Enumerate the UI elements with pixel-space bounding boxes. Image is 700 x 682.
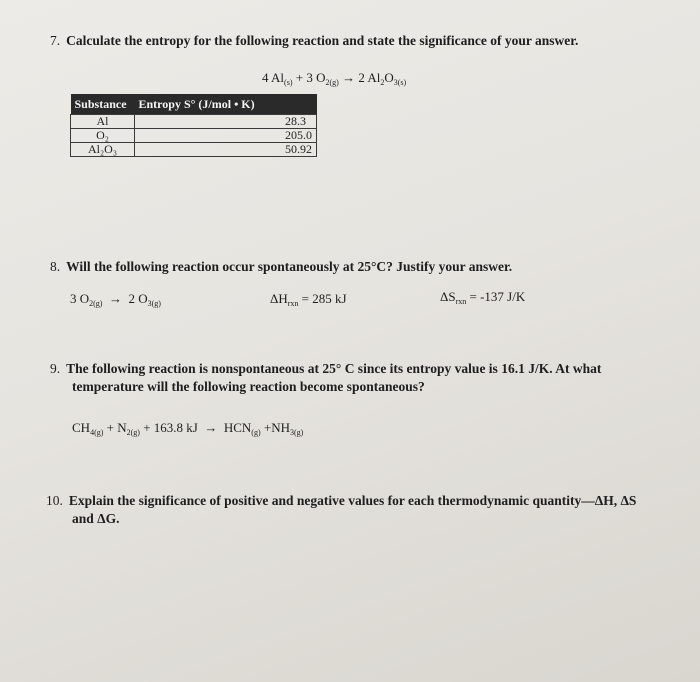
question-7-number: 7. [50,33,61,48]
question-10 [46,492,676,528]
delta-h-value [270,291,347,308]
eq9-term: + 163.8 kJ [143,420,198,435]
table-cell-entropy: 28.3 [135,115,317,129]
table-row [71,129,317,143]
question-8-number: 8. [50,259,61,274]
eq7-term: 2 Al [358,70,381,85]
table-cell-substance: Al₂O₃ [71,143,135,157]
eq7-term: O [384,70,394,85]
eq9-term: + N [106,420,127,435]
table-header-entropy: Entropy S° (J/mol • K) [135,94,317,115]
eq8-sub: 3(g) [147,299,161,308]
eq9-sub: 2(g) [126,428,140,437]
eq8-term: 3 O [70,291,90,306]
table-row [71,143,317,157]
question-9-equation [72,420,303,437]
eq9-sub: (g) [251,428,261,437]
question-10-line-1 [46,492,676,510]
delta-s-sub: rxn [455,297,467,306]
question-10-number: 10. [46,493,63,508]
delta-s-number: = -137 J/K [469,289,526,304]
question-9-line-1 [50,360,670,378]
question-8 [50,258,670,276]
question-7 [50,32,670,50]
delta-h-sub: rxn [287,299,299,308]
question-8-equation [70,291,161,308]
entropy-table [70,94,317,157]
question-9-line-2: temperature will the following reaction become spontaneous? [72,379,425,394]
question-7-equation [262,70,406,87]
table-cell-substance: O₂ [71,129,135,143]
question-9-number: 9. [50,361,61,376]
eq9-term: CH [72,420,91,435]
eq7-term: 4 Al [262,70,285,85]
table-cell-entropy: 205.0 [135,129,317,143]
eq7-sub: 3(s) [393,78,407,87]
reaction-arrow-icon: → [204,420,218,435]
question-7-text: Calculate the entropy for the following reaction and state the significance of your answer. [66,33,579,48]
delta-h-label: ΔH [270,291,288,306]
eq9-term: +NH [263,420,290,435]
table-cell-entropy: 50.92 [135,143,317,157]
table-cell-substance: Al [71,115,135,129]
question-10-line-2: and ΔG. [72,511,120,526]
table-row [71,115,317,129]
delta-h-number: = 285 kJ [301,291,347,306]
eq7-sub: (s) [284,78,293,87]
reaction-arrow-icon: → [108,291,122,306]
eq7-sub: 2 [380,78,385,87]
question-8-text: Will the following reaction occur spontaneously at 25°C? Justify your answer. [66,259,513,274]
table-header-row [71,94,317,115]
table-header-substance: Substance [71,94,135,115]
question-10-text-1: Explain the significance of positive and negative values for each thermodynamic quantity—ΔH, ΔS [68,493,637,508]
eq9-term: HCN [223,420,252,435]
eq8-sub: 2(g) [89,299,103,308]
eq7-sub: 2(g) [325,78,339,87]
delta-s-value [440,289,525,306]
eq8-term: 2 O [128,291,148,306]
question-9 [50,360,670,396]
eq7-term: + 3 O [295,70,326,85]
eq9-sub: 4(g) [90,428,104,437]
question-9-text-1: The following reaction is nonspontaneous at 25° C since its entropy value is 16.1 J/K. At what [66,361,602,376]
delta-s-label: ΔS [440,289,456,304]
eq9-sub: 3(g) [289,428,304,437]
reaction-arrow-icon: → [342,70,356,85]
